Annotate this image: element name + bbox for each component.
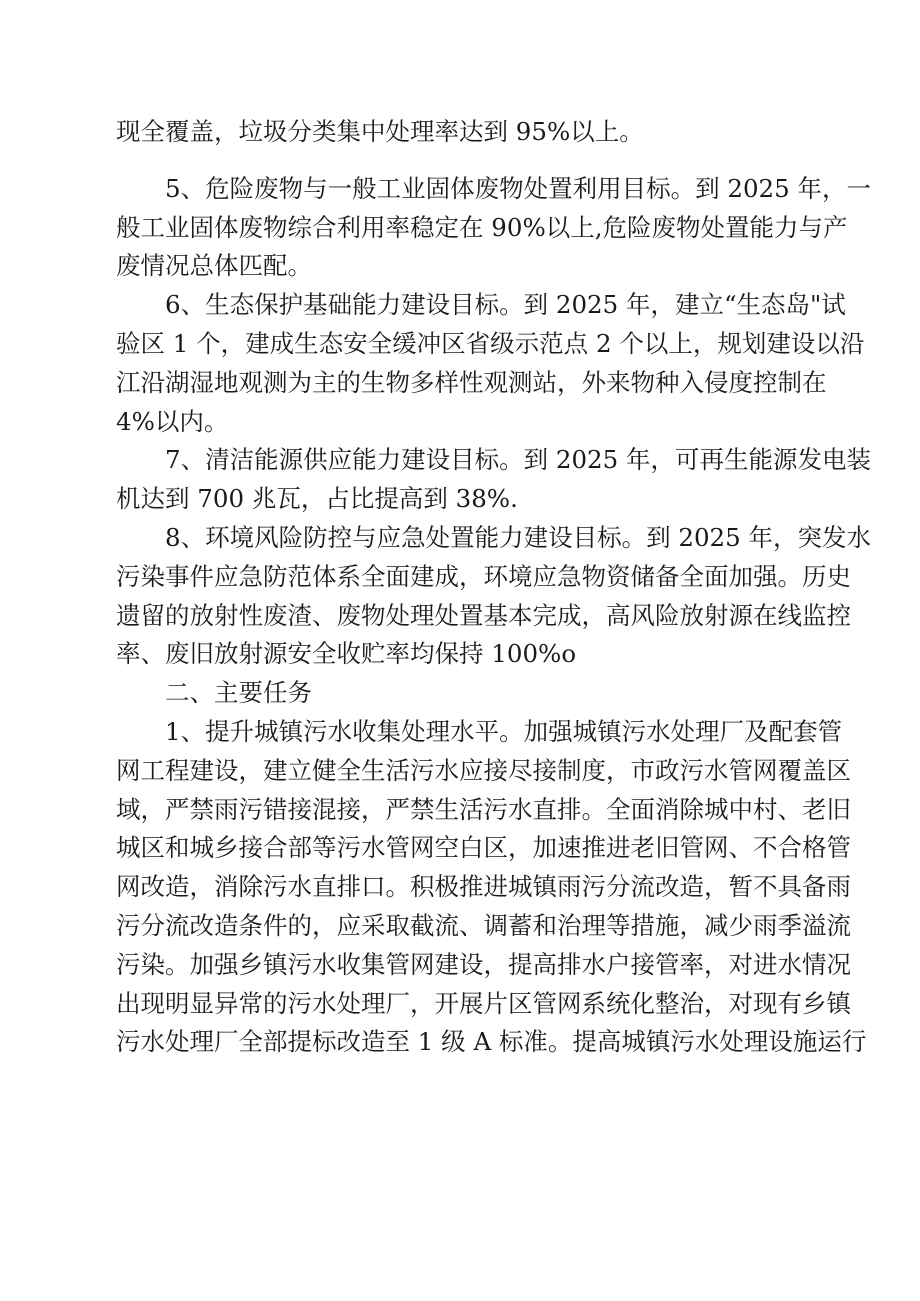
- text-line: 4%以内。: [116, 406, 229, 436]
- text-line: 域，严禁雨污错接混接，严禁生活污水直排。全面消除城中村、老旧: [116, 794, 851, 824]
- text-line: 网工程建设，建立健全生活污水应接尽接制度，市政污水管网覆盖区: [116, 755, 851, 785]
- text-line: 污水处理厂全部提标改造至 1 级 A 标准。提高城镇污水处理设施运行: [116, 1027, 867, 1057]
- text-line: 5、危险废物与一般工业固体废物处置利用目标。到 2025 年，一: [165, 173, 872, 203]
- section-heading-main-tasks: [116, 674, 812, 713]
- text-line: 6、生态保护基础能力建设目标。到 2025 年，建立“生态岛"试: [165, 290, 846, 320]
- paragraph-continuation: [116, 113, 812, 152]
- text-line: 污分流改造条件的，应采取截流、调蓄和治理等措施，减少雨季溢流: [116, 910, 851, 940]
- text-line: 8、环境风险防控与应急处置能力建设目标。到 2025 年，突发水: [165, 522, 872, 552]
- text-line: 7、清洁能源供应能力建设目标。到 2025 年，可再生能源发电装: [165, 445, 872, 475]
- paragraph-goal-6: [116, 286, 865, 441]
- text-line: 污染。加强乡镇污水收集管网建设，提高排水户接管率，对进水情况: [116, 949, 851, 979]
- text-line: 率、废旧放射源安全收贮率均保持 100%o: [116, 639, 577, 669]
- text-line: 1、提升城镇污水收集处理水平。加强城镇污水处理厂及配套管: [165, 716, 843, 746]
- text-line: 城区和城乡接合部等污水管网空白区，加速推进老旧管网、不合格管: [116, 833, 851, 863]
- paragraph-goal-5: [116, 170, 872, 286]
- paragraph-goal-8: [116, 519, 872, 674]
- paragraph-goal-7: [116, 441, 872, 519]
- document-page: [116, 113, 872, 1062]
- text-line: 遗留的放射性废渣、废物处理处置基本完成，高风险放射源在线监控: [116, 600, 851, 630]
- text-line: 废情况总体匹配。: [116, 251, 312, 281]
- text-line: 机达到 700 兆瓦，占比提高到 38%.: [116, 484, 518, 514]
- text-line: 验区 1 个，建成生态安全缓冲区省级示范点 2 个以上，规划建设以沿: [116, 328, 865, 358]
- text-line: 网改造，消除污水直排口。积极推进城镇雨污分流改造，暂不具备雨: [116, 872, 851, 902]
- paragraph-task-1: [116, 713, 867, 1062]
- text-line: 污染事件应急防范体系全面建成，环境应急物资储备全面加强。历史: [116, 561, 851, 591]
- text-line: 般工业固体废物综合利用率稳定在 90%以上,危险废物处置能力与产: [116, 212, 848, 242]
- text-line: 现全覆盖，垃圾分类集中处理率达到 95%以上。: [116, 117, 644, 146]
- heading-text: 二、主要任务: [165, 678, 312, 708]
- text-line: 江沿湖湿地观测为主的生物多样性观测站，外来物种入侵度控制在: [116, 367, 827, 397]
- text-line: 出现明显异常的污水处理厂，开展片区管网系统化整治，对现有乡镇: [116, 988, 851, 1018]
